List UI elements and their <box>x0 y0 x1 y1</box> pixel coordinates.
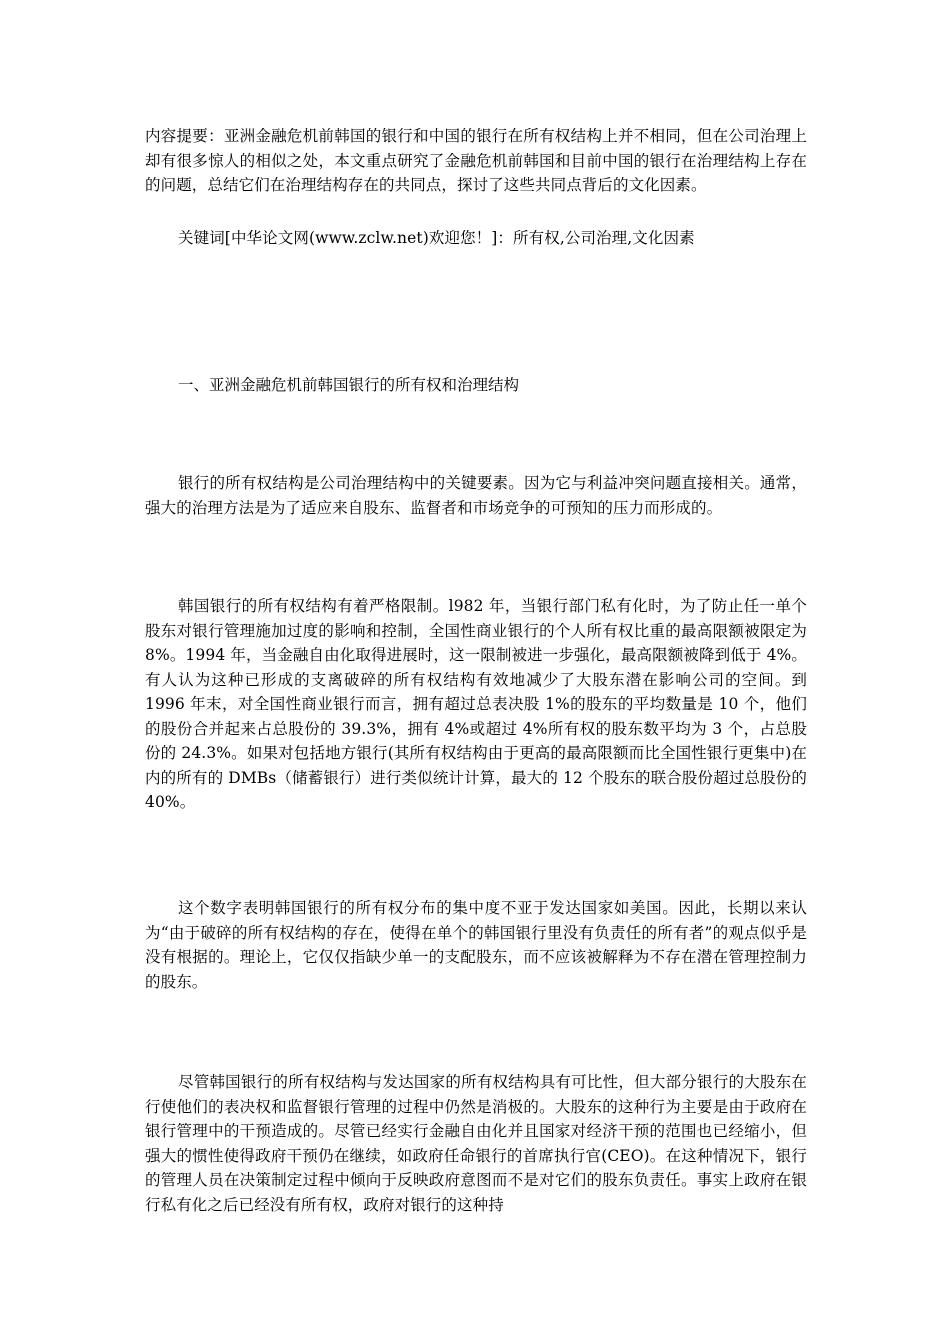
keywords-line: 关键词[中华论文网(www.zclw.net)欢迎您！]：所有权,公司治理,文化因素 <box>178 229 695 247</box>
section-heading: 一、亚洲金融危机前韩国银行的所有权和治理结构 <box>178 376 520 394</box>
abstract-paragraph: 内容提要：亚洲金融危机前韩国的银行和中国的银行在所有权结构上并不相同，但在公司治理上却有很多惊人的相似之处，本文重点研究了金融危机前韩国和目前中国的银行在治理结构上存在的问题，总结它们在治理结构存在的共同点，探讨了这些共同点背后的文化因素。 <box>145 127 807 194</box>
body-paragraph-2: 韩国银行的所有权结构有着严格限制。l982 年，当银行部门私有化时，为了防止任一单个股东对银行管理施加过度的影响和控制，全国性商业银行的个人所有权比重的最高限额被限定为 8%。1994 年，当金融自由化取得进展时，这一限制被进一步强化，最高限额被降到低于 4%。有人认为这种已形成的支离破碎的所有权结构有效地减少了大股东潜在影响公司的空间。到 1996 年末，对全国性商业银行而言，拥有超过总表决股 1%的股东的平均数量是 10 个，他们的股份合并起来占总股份的 39.3%，拥有 4%或超过 4%所有权的股东数平均为 3 个，占总股份的 24.3%。如果对包括地方银行(其所有权结构由于更高的最高限额而比全国性银行更集中)在内的所有的 DMBs（储蓄银行）进行类似统计计算，最大的 12 个股东的联合股份超过总股份的 40%。 <box>145 597 807 811</box>
body-paragraph-4: 尽管韩国银行的所有权结构与发达国家的所有权结构具有可比性，但大部分银行的大股东在行使他们的表决权和监督银行管理的过程中仍然是消极的。大股东的这种行为主要是由于政府在银行管理中的干预造成的。尽管已经实行金融自由化并且国家对经济干预的范围也已经缩小，但强大的惯性使得政府干预仍在继续，如政府任命银行的首席执行官(CEO)。在这种情况下，银行的管理人员在决策制定过程中倾向于反映政府意图而不是对它们的股东负责任。事实上政府在银行私有化之后已经没有所有权，政府对银行的这种持 <box>145 1073 807 1214</box>
body-paragraph-3: 这个数字表明韩国银行的所有权分布的集中度不亚于发达国家如美国。因此，长期以来认为“由于破碎的所有权结构的存在，使得在单个的韩国银行里没有负责任的所有者”的观点似乎是没有根据的。理论上，它仅仅指缺少单一的支配股东，而不应该被解释为不存在潜在管理控制力的股东。 <box>145 899 807 991</box>
body-paragraph-1: 银行的所有权结构是公司治理结构中的关键要素。因为它与利益冲突问题直接相关。通常，强大的治理方法是为了适应来自股东、监督者和市场竞争的可预知的压力而形成的。 <box>145 474 807 517</box>
